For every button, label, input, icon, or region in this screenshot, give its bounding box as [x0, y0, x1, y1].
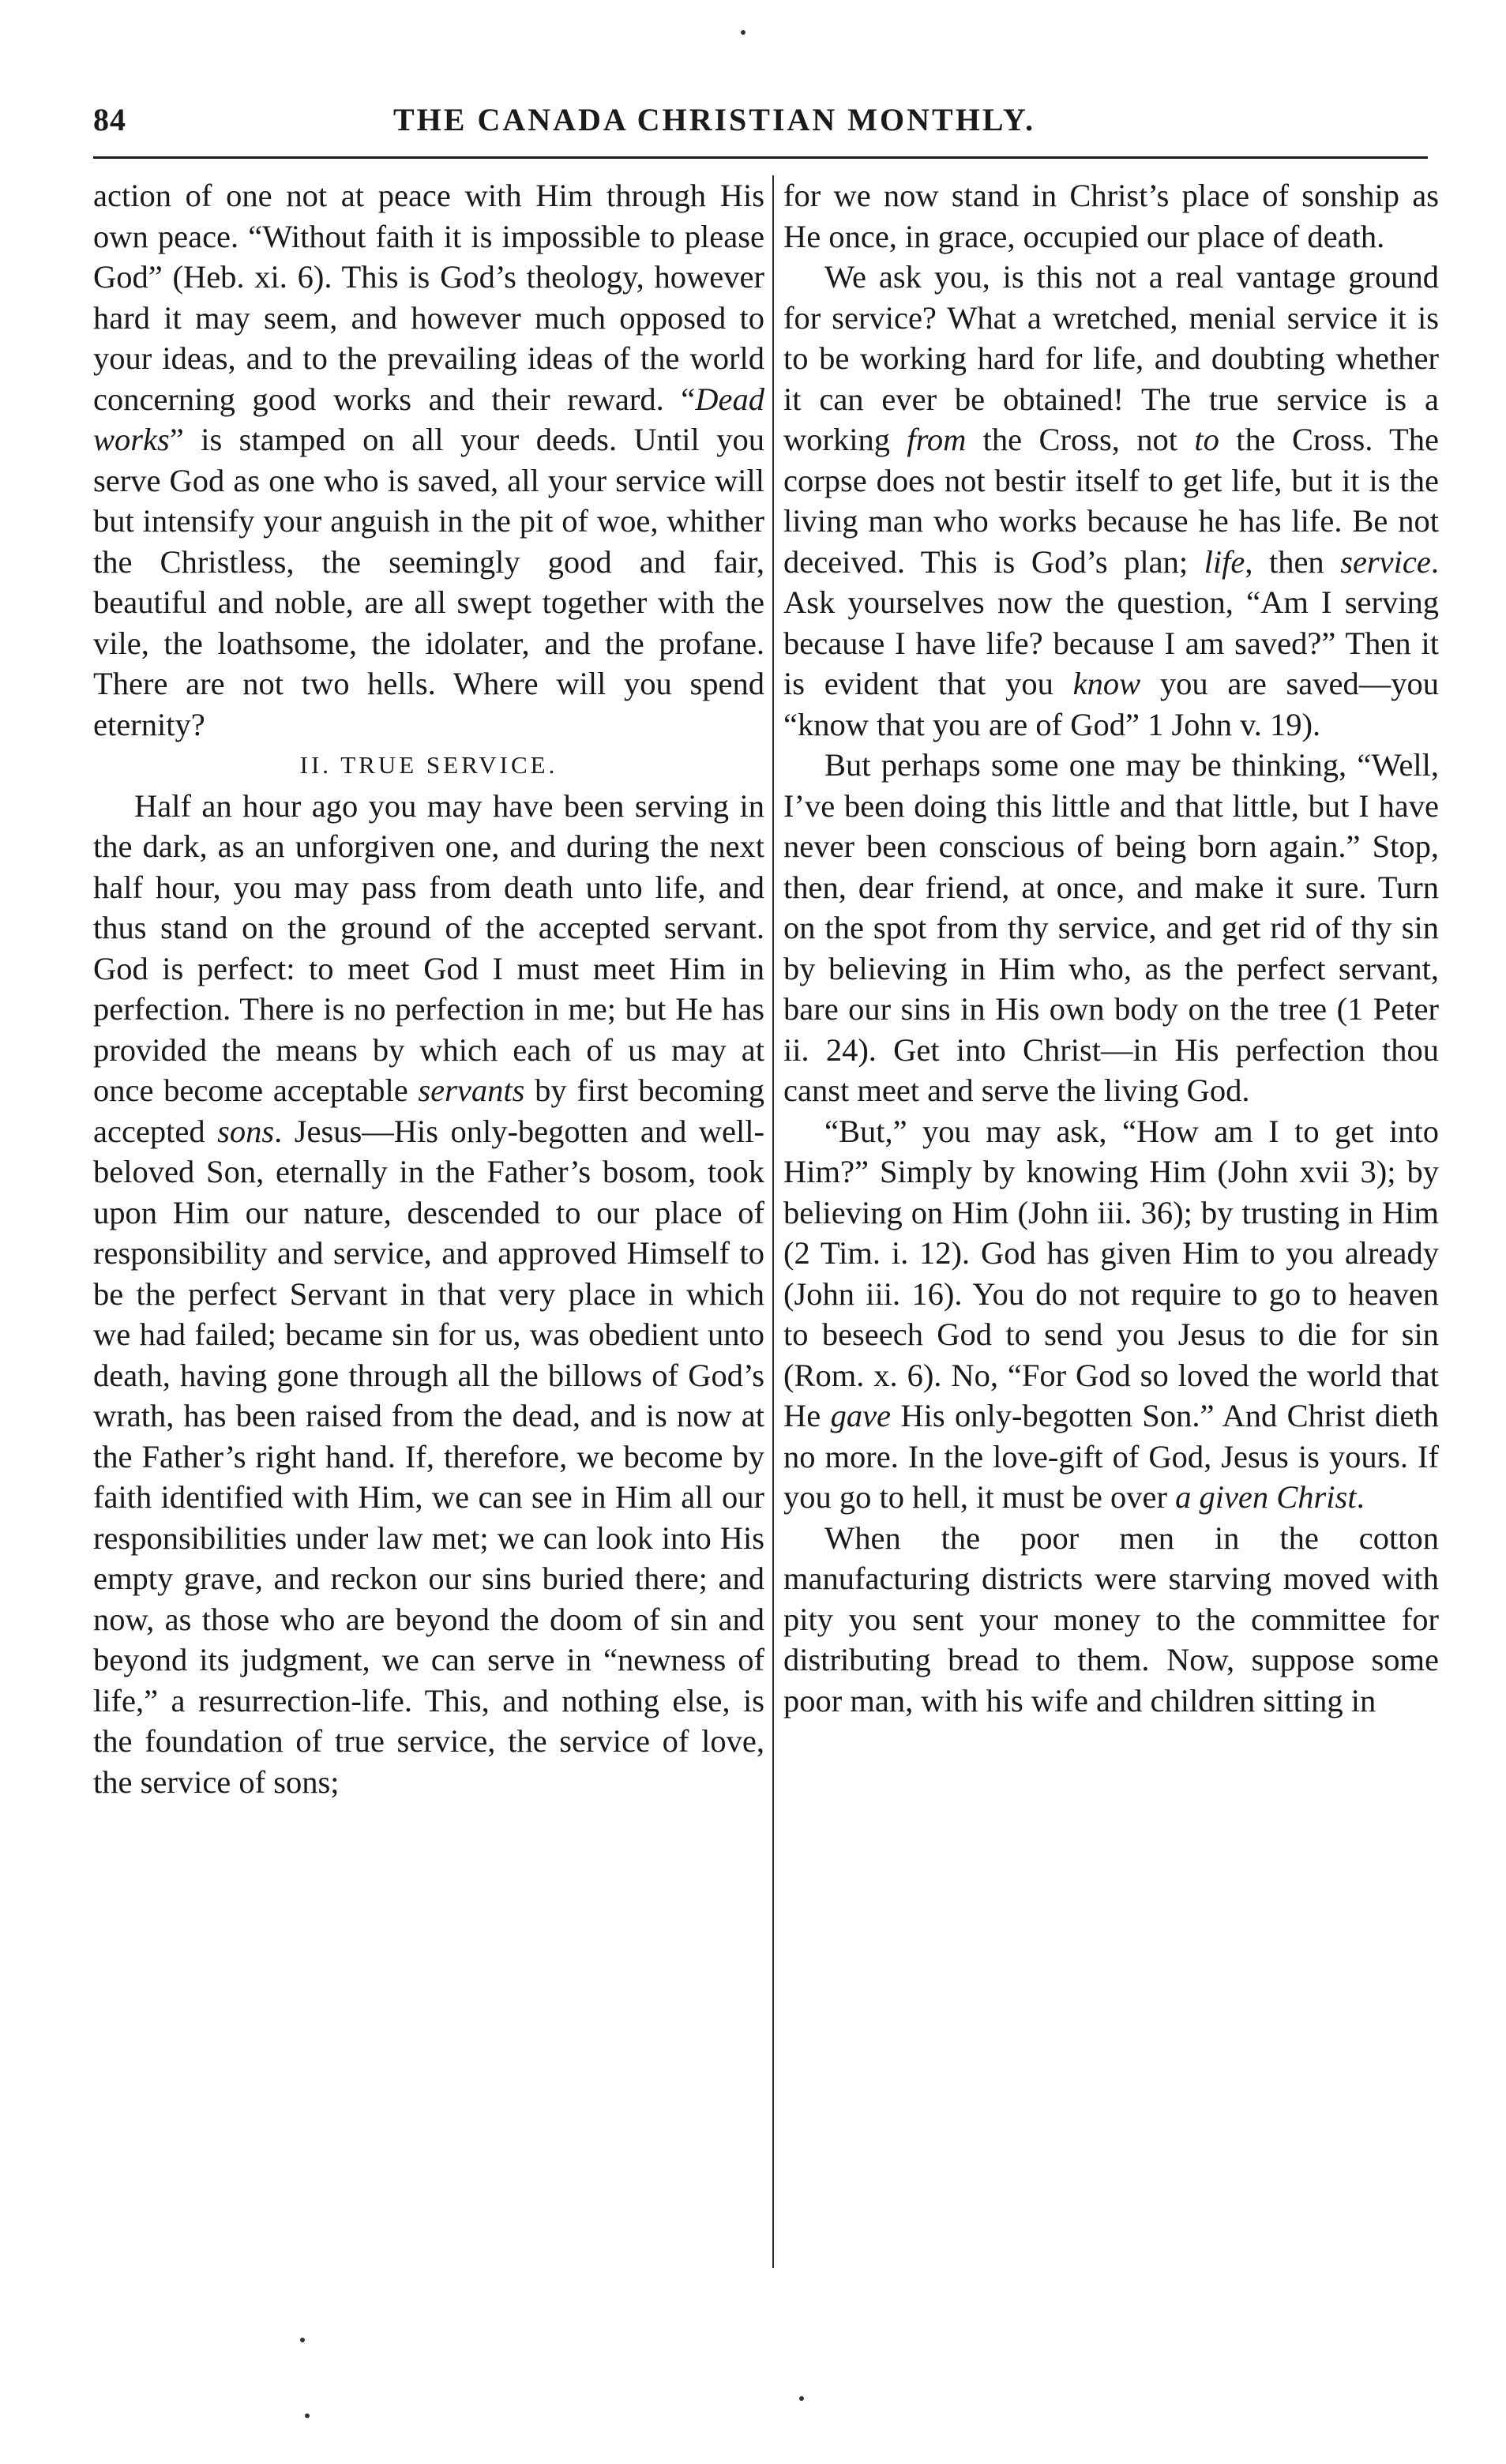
emphasis-service: service	[1340, 543, 1431, 580]
right-paragraph-2: We ask you, is this not a real vantage ground for service? What a wretched, menial service it is to be working hard for life, and doubting whether it can ever be obtained! The true service is a working from the Cross, not to the Cross. The corpse does not bestir itself to get life, but it is the living man who works because he has life. Be not deceived. This is God’s plan; life, then service. Ask yourselves now the question, “Am I serving because I have life? because I am saved?” Then it is evident that you know you are saved—you “know that you are of God” 1 John v. 19).	[783, 259, 1439, 742]
left-column	[93, 175, 764, 1802]
right-paragraph-3: But perhaps some one may be thinking, “Well, I’ve been doing this little and that little, but I have never been conscious of being born again.” Stop, then, dear friend, at once, and make it sure. Turn on the spot from thy service, and get rid of thy sin by believing in Him who, as the perfect servant, bare our sins in His own body on the tree (1 Peter ii. 24). Get into Christ—in His perfection thou canst meet and serve the living God.	[783, 747, 1439, 1108]
section-heading: II. TRUE SERVICE.	[299, 751, 558, 779]
left-paragraph-1: action of one not at peace with Him through His own peace. “Without faith it is impossible to please God” (Heb. xi. 6). This is God’s theology, however hard it may seem, and however much opposed to your ideas, and to the prevailing ideas of the world concerning good works and their reward. “Dead works” is stamped on all your deeds. Until you serve God as one who is saved, all your service will but intensify your anguish in the pit of woe, whither the Christless, the seemingly good and fair, beautiful and noble, are all swept together with the vile, the loathsome, the idolater, and the profane. There are not two hells. Where will you spend eternity?	[93, 178, 764, 742]
print-speck	[741, 30, 745, 35]
emphasis-sons: sons	[217, 1113, 275, 1149]
emphasis-from: from	[907, 422, 967, 457]
right-paragraph-4: “But,” you may ask, “How am I to get into Him?” Simply by knowing Him (John xvii 3); by believing on Him (John iii. 36); by trusting in Him (2 Tim. i. 12). God has given Him to you already (John iii. 16). You do not require to go to heaven to beseech God to send you Jesus to die for sin (Rom. x. 6). No, “For God so loved the world that He gave His only-begotten Son.” And Christ dieth no more. In the love-gift of God, Jesus is yours. If you go to hell, it must be over a given Christ.	[783, 1113, 1439, 1515]
emphasis-given-christ: a given Christ	[1175, 1479, 1357, 1515]
print-speck	[300, 2338, 305, 2342]
column-divider	[772, 175, 774, 2268]
emphasis-know: know	[1072, 666, 1141, 701]
header-rule	[93, 156, 1428, 159]
right-paragraph-5: When the poor men in the cotton manufacturing districts were starving moved with pity you sent your money to the committee for distributing bread to them. Now, suppose some poor man, with his wife and children sitting in	[783, 1519, 1439, 1718]
print-speck	[799, 2396, 804, 2401]
right-column	[783, 175, 1439, 1721]
page-header	[93, 101, 1428, 156]
right-paragraph-1: for we now stand in Christ’s place of sonship as He once, in grace, occupied our place of death.	[783, 178, 1439, 254]
left-paragraph-2: Half an hour ago you may have been serving in the dark, as an unforgiven one, and during the next half hour, you may pass from death unto life, and thus stand on the ground of the accepted servant. God is perfect: to meet God I must meet Him in perfection. There is no perfection in me; but He has provided the means by which each of us may at once become acceptable servants by first becoming accepted sons. Jesus—His only-begotten and well-beloved Son, eternally in the Father’s bosom, took upon Him our nature, descended to our place of responsibility and service, and approved Himself to be the perfect Servant in that very place in which we had failed; became sin for us, was obedient unto death, having gone through all the billows of God’s wrath, has been raised from the dead, and is now at the Father’s right hand. If, therefore, we become by faith identified with Him, we can see in Him all our responsibilities under law met; we can look into His empty grave, and reckon our sins buried there; and now, as those who are beyond the doom of sin and beyond its judgment, we can serve in “newness of life,” a resurrection-life. This, and nothing else, is the foundation of true service, the service of love, the service of sons;	[93, 787, 764, 1800]
emphasis-to: to	[1194, 422, 1219, 457]
emphasis-gave: gave	[830, 1398, 892, 1433]
running-title: THE CANADA CHRISTIAN MONTHLY.	[393, 102, 1036, 137]
page-number: 84	[93, 102, 126, 137]
print-speck	[305, 2413, 310, 2418]
emphasis-dead-works: Dead works	[93, 381, 764, 457]
emphasis-life: life	[1204, 543, 1245, 580]
emphasis-servants: servants	[418, 1072, 525, 1108]
